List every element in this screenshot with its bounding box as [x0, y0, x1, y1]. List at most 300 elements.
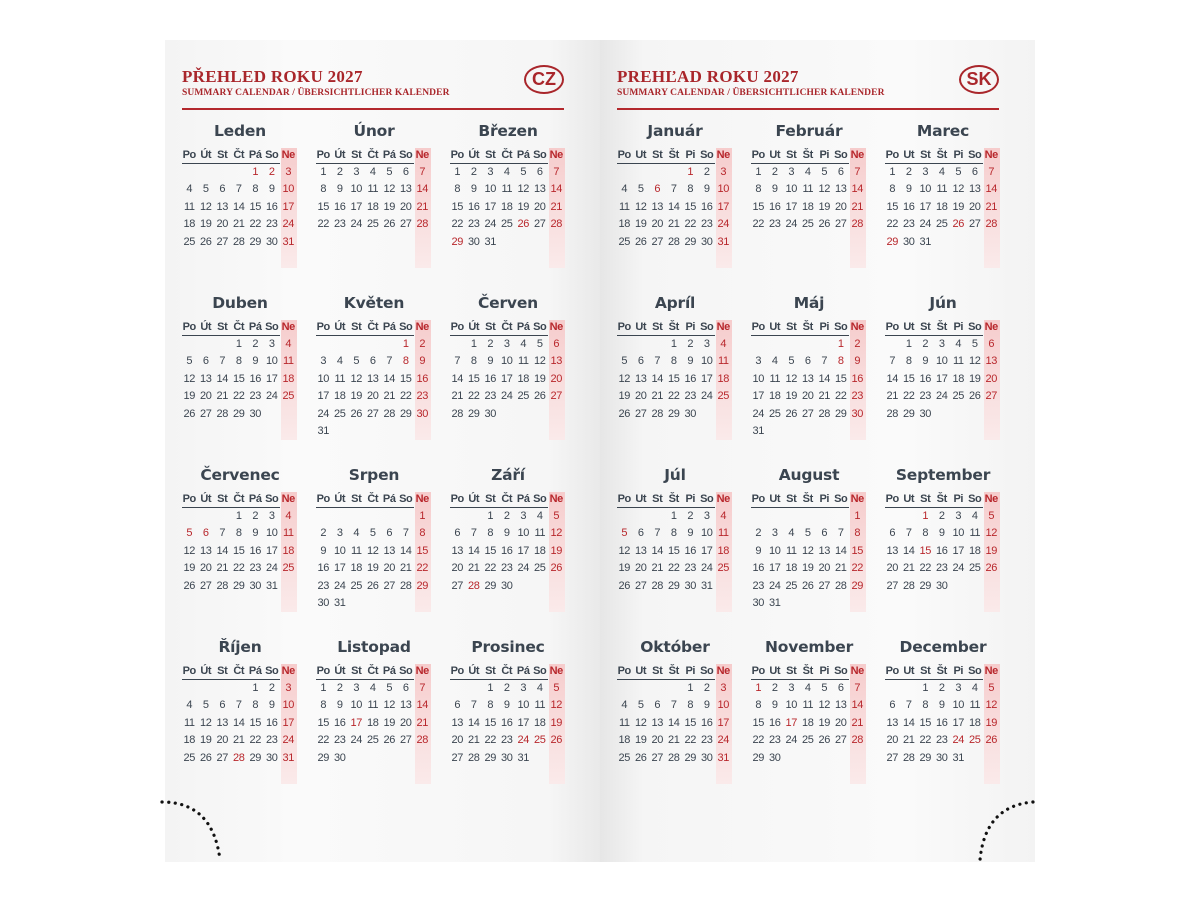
day-cell: 23 — [501, 562, 513, 575]
weekday-label: So — [533, 493, 547, 505]
day-cell: 6 — [654, 183, 661, 196]
weekday-label: So — [968, 321, 982, 333]
month-name: Říjen — [218, 638, 262, 656]
day-cell: 29 — [903, 407, 915, 420]
day-cell: 8 — [419, 527, 426, 540]
day-cell: 11 — [802, 183, 814, 196]
day-cell: 18 — [969, 716, 981, 729]
day-cell: 12 — [635, 200, 647, 213]
day-cell: 20 — [550, 372, 562, 385]
weekday-label: Po — [316, 149, 330, 161]
day-cell: 5 — [553, 682, 560, 694]
day-cell: 26 — [183, 407, 195, 420]
day-cell: 3 — [703, 510, 710, 522]
day-cell: 6 — [402, 166, 409, 178]
month-name: August — [778, 466, 840, 484]
weekday-header — [316, 321, 432, 335]
day-cell: 24 — [282, 218, 294, 231]
day-cell: 28 — [451, 407, 463, 420]
day-cell: 28 — [818, 407, 830, 420]
day-cell: 21 — [851, 716, 863, 729]
day-cell: 16 — [249, 544, 261, 557]
day-cell: 29 — [468, 407, 480, 420]
day-cell: 29 — [451, 235, 463, 248]
day-cell: 6 — [654, 699, 661, 712]
day-cell: 30 — [684, 407, 696, 420]
weekday-label: Št — [802, 321, 813, 333]
day-cell: 3 — [720, 682, 727, 694]
weekday-label: St — [217, 321, 228, 333]
left-page-cz — [165, 40, 600, 862]
weekday-label: Út — [200, 321, 212, 333]
day-cell: 21 — [651, 390, 663, 403]
day-cell: 16 — [468, 200, 480, 213]
month-name: Máj — [793, 294, 825, 312]
day-cell: 19 — [618, 562, 630, 575]
month-11 — [751, 638, 867, 798]
day-cell: 21 — [903, 562, 915, 575]
day-cell: 1 — [687, 166, 694, 178]
day-cell: 10 — [484, 183, 496, 196]
day-cell: 28 — [233, 235, 245, 248]
day-cell: 24 — [266, 390, 278, 403]
month-name: Apríl — [654, 294, 696, 312]
weekday-label: So — [399, 665, 413, 677]
day-cell: 22 — [468, 390, 480, 403]
day-cell: 5 — [788, 355, 795, 368]
weekday-label: Čt — [501, 665, 513, 677]
day-cell: 13 — [818, 544, 830, 557]
day-cell: 21 — [818, 390, 830, 403]
weekday-label: Pá — [382, 665, 396, 677]
month-name: Listopad — [337, 638, 411, 656]
day-cell: 19 — [818, 716, 830, 729]
day-cell: 31 — [517, 751, 529, 764]
weekday-label: St — [786, 321, 797, 333]
day-cell: 23 — [484, 390, 496, 403]
day-cell: 22 — [484, 734, 496, 747]
day-cell: 7 — [235, 183, 242, 196]
weekday-underline — [617, 335, 715, 336]
month-name: Júl — [664, 466, 686, 484]
weekday-underline — [885, 679, 983, 680]
day-cell: 18 — [969, 544, 981, 557]
day-cell: 7 — [889, 355, 896, 368]
day-cell: 6 — [386, 527, 393, 540]
day-cell: 7 — [235, 699, 242, 712]
day-cell: 23 — [919, 390, 931, 403]
day-cell: 17 — [785, 716, 797, 729]
day-cell: 19 — [635, 218, 647, 231]
day-cell: 8 — [470, 355, 477, 368]
weekday-underline — [751, 679, 849, 680]
day-cell: 2 — [252, 510, 259, 522]
day-cell: 20 — [802, 390, 814, 403]
day-cell: 18 — [717, 372, 729, 385]
day-cell: 27 — [200, 579, 212, 592]
day-cell: 18 — [501, 200, 513, 213]
day-cell: 22 — [835, 390, 847, 403]
day-cell: 19 — [183, 390, 195, 403]
weekday-label: St — [652, 321, 663, 333]
day-cell: 2 — [687, 510, 694, 522]
weekday-label: Ne — [850, 149, 864, 161]
day-cell: 24 — [717, 218, 729, 231]
day-cell: 28 — [851, 734, 863, 747]
month-name: Marec — [916, 122, 970, 140]
day-cell: 22 — [919, 734, 931, 747]
day-cell: 28 — [835, 579, 847, 592]
day-cell: 9 — [336, 183, 343, 196]
weekday-label: St — [351, 493, 362, 505]
day-cell: 9 — [487, 355, 494, 368]
day-cell: 10 — [282, 699, 294, 712]
weekday-label: Čt — [233, 665, 245, 677]
weekday-label: Št — [802, 665, 813, 677]
day-cell: 11 — [517, 355, 529, 368]
day-cell: 25 — [802, 734, 814, 747]
day-cell: 2 — [755, 527, 762, 540]
day-cell: 29 — [668, 407, 680, 420]
day-cell: 6 — [536, 166, 543, 178]
day-cell: 2 — [503, 510, 510, 522]
day-cell: 7 — [654, 355, 661, 368]
weekday-label: Ne — [716, 321, 730, 333]
day-cell: 8 — [402, 355, 409, 368]
day-cell: 30 — [249, 407, 261, 420]
day-cell: 5 — [386, 682, 393, 694]
weekday-label: So — [265, 493, 279, 505]
day-cell: 3 — [520, 682, 527, 694]
weekday-label: Po — [885, 149, 899, 161]
day-cell: 7 — [905, 699, 912, 712]
day-cell: 8 — [837, 355, 844, 368]
weekday-header — [316, 149, 432, 163]
day-cell: 24 — [919, 218, 931, 231]
day-cell: 13 — [985, 355, 997, 368]
day-cell: 29 — [835, 407, 847, 420]
day-cell: 2 — [336, 166, 343, 178]
day-cell: 15 — [668, 544, 680, 557]
day-cell: 31 — [266, 579, 278, 592]
day-cell: 5 — [520, 166, 527, 178]
day-cell: 10 — [936, 355, 948, 368]
weekday-underline — [316, 679, 414, 680]
day-cell: 29 — [851, 579, 863, 592]
day-cell: 4 — [621, 699, 628, 712]
weekday-label: Po — [617, 321, 631, 333]
month-name: Únor — [353, 122, 395, 140]
day-cell: 8 — [755, 183, 762, 196]
day-cell: 13 — [651, 716, 663, 729]
day-cell: 12 — [550, 699, 562, 712]
weekday-label: Ut — [903, 149, 915, 161]
day-cell: 17 — [919, 200, 931, 213]
day-cell: 4 — [285, 338, 292, 350]
day-cell: 8 — [670, 355, 677, 368]
weekday-header — [751, 321, 867, 335]
weekday-label: Po — [751, 149, 765, 161]
day-cell: 15 — [484, 544, 496, 557]
day-cell: 8 — [922, 699, 929, 712]
day-cell: 27 — [802, 407, 814, 420]
weekday-label: St — [485, 321, 496, 333]
day-cell: 8 — [487, 527, 494, 540]
day-cell: 11 — [618, 716, 630, 729]
day-cell: 6 — [637, 355, 644, 368]
day-cell: 2 — [938, 682, 945, 694]
weekday-label: Pi — [685, 493, 696, 505]
day-cell: 31 — [701, 579, 713, 592]
weekday-label: Ne — [549, 149, 563, 161]
day-cell: 20 — [534, 200, 546, 213]
day-cell: 6 — [369, 355, 376, 368]
day-cell: 27 — [216, 751, 228, 764]
day-cell: 25 — [785, 579, 797, 592]
day-cell: 18 — [282, 544, 294, 557]
weekday-label: So — [834, 321, 848, 333]
weekday-label: St — [652, 665, 663, 677]
day-cell: 7 — [402, 527, 409, 540]
day-cell: 19 — [200, 734, 212, 747]
month-8 — [316, 466, 432, 626]
day-cell: 27 — [651, 751, 663, 764]
day-cell: 23 — [468, 218, 480, 231]
day-cell: 7 — [670, 183, 677, 196]
weekday-label: Ut — [903, 493, 915, 505]
day-cell: 28 — [416, 218, 428, 231]
day-cell: 13 — [451, 716, 463, 729]
day-cell: 16 — [936, 544, 948, 557]
day-cell: 26 — [367, 579, 379, 592]
day-cell: 7 — [470, 699, 477, 712]
day-cell: 29 — [400, 407, 412, 420]
weekday-label: Ne — [281, 665, 295, 677]
weekday-header — [450, 149, 566, 163]
day-cell: 30 — [936, 579, 948, 592]
day-cell: 8 — [487, 699, 494, 712]
day-cell: 27 — [367, 407, 379, 420]
weekday-label: Po — [751, 665, 765, 677]
day-cell: 16 — [919, 372, 931, 385]
day-cell: 8 — [320, 699, 327, 712]
weekday-label: Pá — [382, 321, 396, 333]
day-cell: 11 — [785, 544, 797, 557]
day-cell: 5 — [971, 338, 978, 350]
day-cell: 24 — [952, 562, 964, 575]
day-cell: 14 — [550, 183, 562, 196]
day-cell: 1 — [670, 338, 677, 350]
day-cell: 22 — [668, 562, 680, 575]
day-cell: 13 — [802, 372, 814, 385]
weekday-label: Ne — [984, 493, 998, 505]
day-cell: 15 — [484, 716, 496, 729]
weekday-label: Po — [450, 321, 464, 333]
day-cell: 6 — [219, 699, 226, 712]
day-cell: 14 — [468, 716, 480, 729]
day-cell: 20 — [451, 562, 463, 575]
month-5 — [751, 294, 867, 454]
day-cell: 26 — [618, 407, 630, 420]
month-name: Září — [491, 466, 525, 484]
day-cell: 8 — [252, 183, 259, 196]
month-10 — [617, 638, 733, 798]
day-cell: 17 — [785, 200, 797, 213]
day-cell: 1 — [235, 510, 242, 522]
weekday-header — [450, 321, 566, 335]
weekday-label: Čt — [367, 665, 379, 677]
day-cell: 2 — [487, 338, 494, 350]
month-4 — [617, 294, 733, 454]
weekday-header — [182, 149, 298, 163]
day-cell: 17 — [701, 372, 713, 385]
day-cell: 20 — [969, 200, 981, 213]
day-cell: 26 — [618, 579, 630, 592]
day-cell: 1 — [922, 510, 929, 522]
day-cell: 18 — [282, 372, 294, 385]
day-cell: 12 — [383, 183, 395, 196]
day-cell: 28 — [233, 751, 245, 764]
day-cell: 21 — [550, 200, 562, 213]
weekday-label: Čt — [233, 149, 245, 161]
day-cell: 15 — [233, 544, 245, 557]
day-cell: 29 — [484, 751, 496, 764]
day-cell: 28 — [416, 734, 428, 747]
weekday-label: Št — [668, 321, 679, 333]
day-cell: 9 — [687, 527, 694, 540]
weekday-header — [885, 149, 1001, 163]
weekday-label: Pá — [248, 321, 262, 333]
day-cell: 11 — [618, 200, 630, 213]
weekday-label: Št — [936, 665, 947, 677]
day-cell: 28 — [886, 407, 898, 420]
weekday-label: Út — [200, 149, 212, 161]
weekday-label: Po — [751, 321, 765, 333]
day-cell: 14 — [216, 372, 228, 385]
day-cell: 27 — [534, 218, 546, 231]
day-cell: 14 — [818, 372, 830, 385]
day-cell: 28 — [668, 235, 680, 248]
month-name: Leden — [213, 122, 267, 140]
weekday-underline — [617, 507, 715, 508]
day-cell: 7 — [219, 355, 226, 368]
day-cell: 19 — [550, 716, 562, 729]
country-badge-sk: SK — [959, 65, 999, 94]
day-cell: 20 — [635, 390, 647, 403]
day-cell: 8 — [235, 355, 242, 368]
weekday-underline — [885, 507, 983, 508]
weekday-label: Ut — [635, 149, 647, 161]
day-cell: 27 — [400, 734, 412, 747]
day-cell: 8 — [889, 183, 896, 196]
day-cell: 2 — [419, 338, 426, 350]
day-cell: 16 — [701, 200, 713, 213]
day-cell: 17 — [334, 562, 346, 575]
day-cell: 12 — [367, 544, 379, 557]
day-cell: 24 — [785, 218, 797, 231]
day-cell: 27 — [969, 218, 981, 231]
day-cell: 12 — [550, 527, 562, 540]
day-cell: 2 — [703, 682, 710, 694]
month-3 — [885, 122, 1001, 282]
day-cell: 2 — [470, 166, 477, 178]
day-cell: 25 — [969, 562, 981, 575]
day-cell: 28 — [216, 407, 228, 420]
weekday-header — [751, 665, 867, 679]
day-cell: 8 — [320, 183, 327, 196]
day-cell: 7 — [988, 166, 995, 178]
day-cell: 22 — [233, 562, 245, 575]
day-cell: 4 — [536, 682, 543, 694]
day-cell: 5 — [386, 166, 393, 178]
day-cell: 22 — [886, 218, 898, 231]
day-cell: 17 — [484, 200, 496, 213]
day-cell: 30 — [701, 235, 713, 248]
weekday-label: Št — [668, 665, 679, 677]
day-cell: 16 — [317, 562, 329, 575]
weekday-label: Ne — [984, 665, 998, 677]
day-cell: 16 — [903, 200, 915, 213]
weekday-label: Út — [200, 493, 212, 505]
day-cell: 23 — [903, 218, 915, 231]
day-cell: 25 — [802, 218, 814, 231]
day-cell: 26 — [550, 562, 562, 575]
day-cell: 13 — [635, 544, 647, 557]
day-cell: 3 — [353, 166, 360, 178]
day-cell: 28 — [903, 579, 915, 592]
day-cell: 5 — [553, 510, 560, 522]
weekday-label: St — [920, 149, 931, 161]
day-cell: 18 — [785, 562, 797, 575]
day-cell: 22 — [233, 390, 245, 403]
day-cell: 13 — [367, 372, 379, 385]
day-cell: 4 — [285, 510, 292, 522]
day-cell: 12 — [818, 183, 830, 196]
day-cell: 25 — [367, 734, 379, 747]
day-cell: 19 — [367, 562, 379, 575]
day-cell: 6 — [837, 166, 844, 178]
day-cell: 30 — [903, 235, 915, 248]
day-cell: 20 — [451, 734, 463, 747]
day-cell: 23 — [501, 734, 513, 747]
weekday-label: Št — [936, 149, 947, 161]
day-cell: 11 — [183, 200, 195, 213]
weekday-label: Po — [182, 665, 196, 677]
day-cell: 3 — [922, 166, 929, 178]
day-cell: 19 — [200, 218, 212, 231]
day-cell: 1 — [235, 338, 242, 350]
weekday-label: Po — [182, 321, 196, 333]
day-cell: 25 — [534, 562, 546, 575]
day-cell: 25 — [334, 407, 346, 420]
day-cell: 10 — [752, 372, 764, 385]
day-cell: 5 — [621, 527, 628, 540]
month-2 — [751, 122, 867, 282]
day-cell: 2 — [938, 510, 945, 522]
weekday-label: Po — [617, 665, 631, 677]
day-cell: 18 — [717, 544, 729, 557]
day-cell: 28 — [651, 579, 663, 592]
month-3 — [450, 122, 566, 282]
day-cell: 17 — [717, 200, 729, 213]
day-cell: 4 — [955, 338, 962, 350]
day-cell: 28 — [216, 579, 228, 592]
day-cell: 28 — [903, 751, 915, 764]
weekday-underline — [617, 163, 715, 164]
day-cell: 21 — [651, 562, 663, 575]
day-cell: 27 — [818, 579, 830, 592]
month-name: Január — [647, 122, 703, 140]
